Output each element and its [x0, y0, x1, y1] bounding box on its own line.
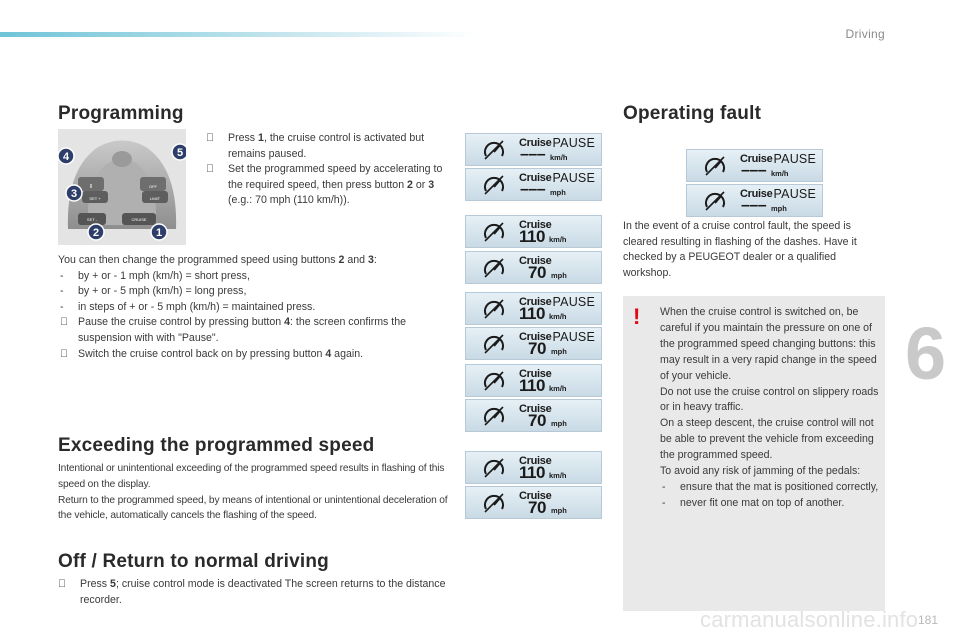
speed-unit: mph — [551, 271, 567, 280]
speed-unit: km/h — [549, 384, 567, 393]
cruise-control-icon — [704, 191, 726, 211]
cruise-label: Cruise — [519, 296, 552, 308]
pause-label: PAUSE — [552, 330, 595, 344]
cruise-label: Cruise — [740, 153, 773, 165]
svg-text:2: 2 — [92, 227, 100, 239]
speed-unit: mph — [551, 506, 567, 515]
speed-unit: km/h — [549, 235, 567, 244]
change-item: - by + or - 5 mph (km/h) = long press, — [60, 285, 247, 298]
cruise-display-panel — [465, 364, 602, 397]
wheel-button-1 — [151, 224, 167, 240]
speed-value: 110 — [519, 376, 545, 395]
steering-wheel-controls-image — [58, 129, 186, 245]
arrow-icon — [60, 347, 68, 363]
svg-text:4: 4 — [62, 151, 70, 163]
step-set-speed: Set the programmed speed by accelerating to the required speed, then press button 2 or 3 (e.g.: 70 mph (110 km/h)). — [206, 162, 446, 209]
speed-dashes: ––– — [520, 146, 546, 163]
cruise-display-panel — [465, 215, 602, 248]
speed-unit: km/h — [771, 169, 789, 178]
cruise-control-icon — [483, 175, 505, 195]
cruise-display-panel — [465, 133, 602, 166]
speed-unit: km/h — [550, 153, 568, 162]
speed-unit: mph — [551, 419, 567, 428]
warning-dash-item: - never fit one mat on top of another. — [662, 496, 845, 509]
speed-value: 110 — [519, 304, 545, 323]
pause-label: PAUSE — [552, 136, 595, 150]
warning-icon: ! — [633, 304, 641, 329]
change-intro: You can then change the programmed speed using buttons 2 and 3: — [58, 254, 377, 266]
cruise-label: Cruise — [519, 219, 552, 231]
fault-text: In the event of a cruise control fault, the speed is cleared resulting in flashing of the dashes. Have it checked by a PEUGEOT dealer or a qualified workshop. — [623, 220, 857, 279]
wheel-label-limit: LIMIT — [149, 196, 161, 201]
wheel-button-4 — [58, 148, 74, 164]
cruise-control-icon — [483, 406, 505, 426]
cruise-label: Cruise — [519, 368, 552, 380]
warning-line: When the cruise control is switched on, be careful if you maintain the pressure on one of the programmed speed changing buttons: this may result in a very rapid change in the speed of your vehicle. — [660, 306, 877, 382]
svg-text:5: 5 — [176, 147, 184, 159]
cruise-display-panel — [465, 168, 602, 201]
exceeding-para-1: Intentional or unintentional exceeding of the programmed speed results in flashing of this speed on the display. — [58, 463, 445, 490]
speed-unit: km/h — [549, 312, 567, 321]
speed-unit: km/h — [549, 471, 567, 480]
speed-value: 70 — [528, 498, 546, 517]
off-title: Off / Return to normal driving — [58, 551, 329, 572]
step-press-1: Press 1, the cruise control is activated but remains paused. — [206, 131, 446, 162]
pause-label: PAUSE — [773, 187, 816, 201]
cruise-control-icon — [483, 222, 505, 242]
cruise-label: Cruise — [519, 331, 552, 343]
arrow-icon — [58, 577, 66, 593]
speed-value: 70 — [528, 339, 546, 358]
speed-dashes: ––– — [741, 162, 767, 179]
cruise-control-icon — [483, 334, 505, 354]
change-item: - in steps of + or - 5 mph (km/h) = maintained press. — [60, 300, 316, 313]
speed-dashes: ––– — [741, 197, 767, 214]
speed-value: 70 — [528, 411, 546, 430]
cruise-control-icon — [483, 258, 505, 278]
off-step: Press 5; cruise control mode is deactivated The screen returns to the distance recorder. — [58, 577, 450, 608]
cruise-display-panel — [465, 399, 602, 432]
speed-value: 70 — [528, 263, 546, 282]
cruise-display-panel — [465, 327, 602, 360]
wheel-label-setminus: SET - — [86, 217, 98, 222]
speed-value: 110 — [519, 463, 545, 482]
wheel-label-cruise: CRUISE — [131, 217, 147, 222]
header-accent-bar — [0, 32, 480, 37]
pause-step: Pause the cruise control by pressing button 4: the screen confirms the suspension with with "Pause". — [58, 315, 448, 346]
cruise-control-icon — [483, 493, 505, 513]
speed-unit: mph — [550, 188, 566, 197]
wheel-pause-label: II — [89, 184, 93, 190]
cruise-control-icon — [483, 140, 505, 160]
cruise-display-panel — [465, 292, 602, 325]
cruise-label: Cruise — [519, 403, 552, 415]
change-item: - by + or - 1 mph (km/h) = short press, — [60, 269, 250, 282]
off-text — [58, 577, 450, 608]
fault-title: Operating fault — [623, 103, 762, 124]
watermark: carmanualsonline.info — [700, 607, 919, 632]
programming-title: Programming — [58, 103, 184, 124]
exceeding-title: Exceeding the programmed speed — [58, 435, 375, 456]
cruise-display-panel — [465, 251, 602, 284]
section-label: Driving — [845, 27, 885, 41]
resume-step: Switch the cruise control back on by pressing button 4 again. — [58, 347, 448, 363]
chapter-number: 6 — [905, 312, 947, 395]
cruise-label: Cruise — [519, 255, 552, 267]
cruise-control-icon — [483, 299, 505, 319]
cruise-control-icon — [483, 458, 505, 478]
warning-dash-item: - ensure that the mat is positioned correctly, — [662, 480, 879, 493]
wheel-button-5 — [172, 144, 186, 160]
cruise-label: Cruise — [519, 172, 552, 184]
cruise-control-icon — [704, 156, 726, 176]
warning-line: On a steep descent, the cruise control will not be able to prevent the vehicle from exceeding the programmed speed. — [660, 417, 874, 462]
wheel-button-2 — [88, 224, 104, 240]
cruise-control-icon — [483, 371, 505, 391]
speed-unit: mph — [771, 204, 787, 213]
svg-text:1: 1 — [155, 227, 163, 239]
wheel-label-setplus: SET + — [89, 196, 101, 201]
cruise-label: Cruise — [519, 455, 552, 467]
pause-label: PAUSE — [552, 171, 595, 185]
warning-line: To avoid any risk of jamming of the pedals: — [660, 465, 861, 478]
cruise-display-panel — [686, 149, 823, 182]
wheel-button-3 — [66, 185, 82, 201]
exceeding-text — [58, 461, 450, 524]
cruise-display-panel — [465, 486, 602, 519]
warning-line: Do not use the cruise control on slippery roads or in heavy traffic. — [660, 385, 879, 414]
warning-text — [660, 305, 880, 512]
cruise-display-panel — [465, 451, 602, 484]
cruise-label: Cruise — [740, 188, 773, 200]
pause-label: PAUSE — [773, 152, 816, 166]
speed-value: 110 — [519, 227, 545, 246]
page-number: 181 — [918, 613, 939, 627]
arrow-icon — [206, 162, 214, 178]
cruise-label: Cruise — [519, 490, 552, 502]
arrow-icon — [60, 315, 68, 331]
programming-steps — [206, 131, 446, 209]
pause-label: PAUSE — [552, 295, 595, 309]
cruise-display-panel — [686, 184, 823, 217]
speed-unit: mph — [551, 347, 567, 356]
wheel-label-off: OFF — [149, 184, 157, 189]
arrow-icon — [206, 131, 214, 147]
programming-change — [58, 253, 448, 362]
speed-dashes: ––– — [520, 181, 546, 198]
cruise-label: Cruise — [519, 137, 552, 149]
exceeding-para-2: Return to the programmed speed, by means of intentional or unintentional deceleration of the vehicle, automatically cancels the flashing of the speed. — [58, 494, 448, 522]
svg-text:3: 3 — [70, 188, 78, 200]
